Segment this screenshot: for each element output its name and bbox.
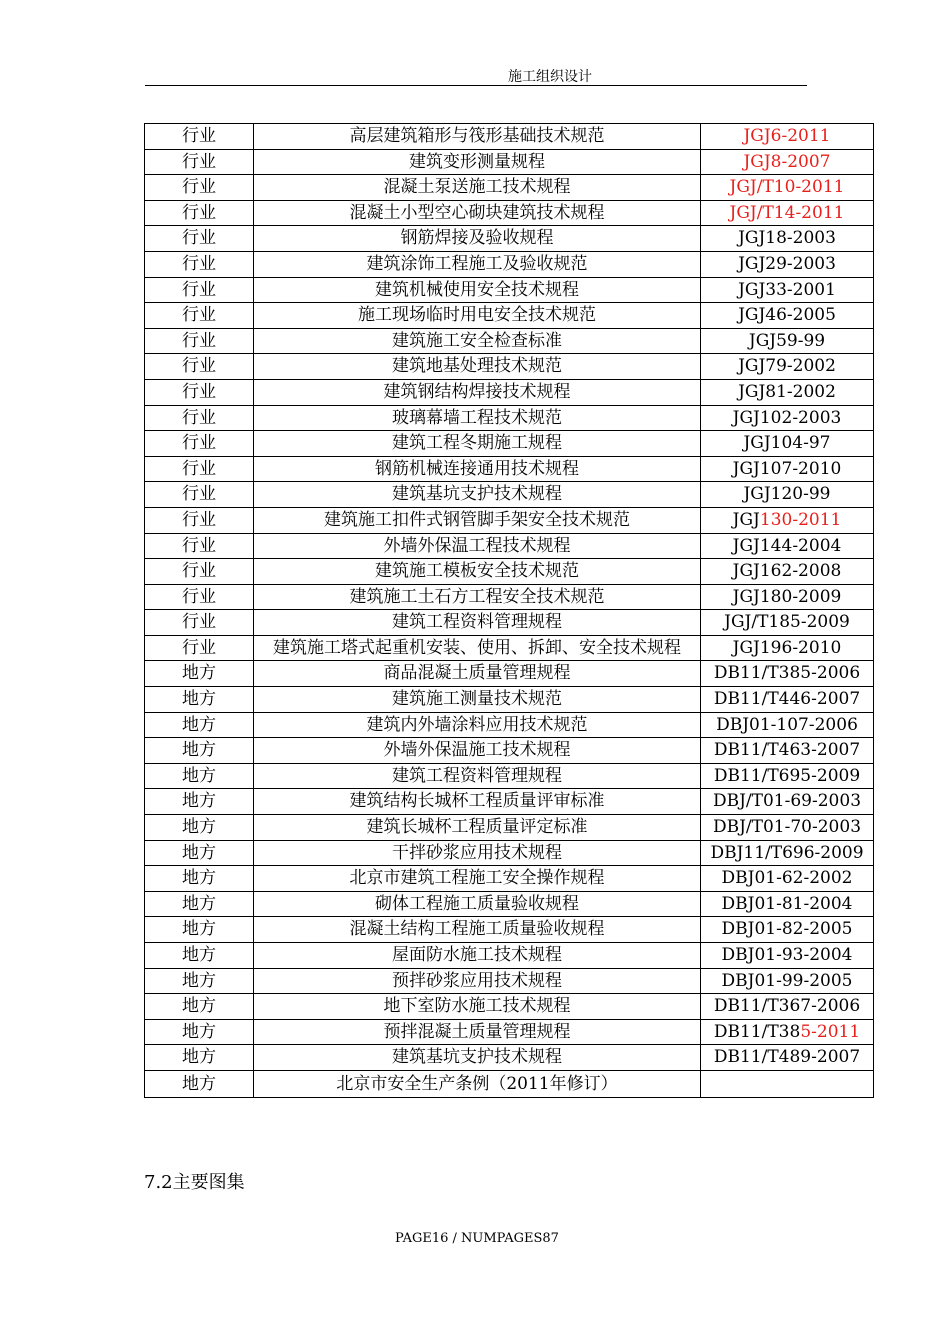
table-row [145, 200, 874, 226]
standard-level-cell: 行业 [145, 303, 254, 329]
standard-name-cell: 建筑变形测量规程 [254, 149, 701, 175]
section-heading: 7.2主要图集 [144, 1172, 245, 1193]
standard-code-text: JGJ81-2002 [738, 381, 836, 402]
standard-code-cell [701, 687, 874, 713]
standard-name-cell: 建筑基坑支护技术规程 [254, 1045, 701, 1071]
standard-code-cell [701, 200, 874, 226]
standard-code-text: JGJ59-99 [748, 330, 826, 351]
standard-level-cell: 行业 [145, 149, 254, 175]
standard-code-text: JGJ196-2010 [732, 637, 842, 658]
standard-level-cell: 行业 [145, 507, 254, 533]
table-row [145, 815, 874, 841]
standard-level-cell: 行业 [145, 559, 254, 585]
table-row [145, 1045, 874, 1071]
table-row [145, 635, 874, 661]
page-footer: PAGE16 / NUMPAGES87 [395, 1231, 559, 1246]
standard-name-cell: 高层建筑箱形与筏形基础技术规范 [254, 124, 701, 150]
standard-code-cell [701, 789, 874, 815]
standard-code-cell [701, 712, 874, 738]
standard-level-cell: 地方 [145, 763, 254, 789]
table-row [145, 533, 874, 559]
standards-table-body [145, 124, 874, 1098]
table-row [145, 712, 874, 738]
standard-code-text: JGJ104-97 [743, 433, 831, 454]
standard-name-cell: 混凝土小型空心砌块建筑技术规程 [254, 200, 701, 226]
table-row [145, 738, 874, 764]
table-row [145, 456, 874, 482]
standard-code-text: JGJ144-2004 [732, 535, 842, 556]
table-row [145, 763, 874, 789]
standard-code-text: DB11/T695-2009 [713, 765, 861, 786]
standard-name-cell: 干拌砂浆应用技术规程 [254, 840, 701, 866]
standard-code-cell [701, 124, 874, 150]
page-header-title: 施工组织设计 [508, 69, 592, 85]
standards-table [144, 123, 874, 1098]
table-row [145, 482, 874, 508]
standard-code-text: JGJ46-2005 [738, 305, 836, 326]
standard-level-cell: 行业 [145, 405, 254, 431]
standard-code-text: DBJ/T01-70-2003 [712, 817, 862, 838]
table-row [145, 226, 874, 252]
standard-code-text: DBJ01-62-2002 [721, 868, 853, 889]
standard-code-text: JGJ102-2003 [732, 407, 842, 428]
standard-name-cell: 施工现场临时用电安全技术规范 [254, 303, 701, 329]
table-row [145, 866, 874, 892]
standard-code-text: DB11/T489-2007 [713, 1047, 861, 1068]
table-row [145, 124, 874, 150]
standard-level-cell: 地方 [145, 1045, 254, 1071]
standard-code-cell [701, 328, 874, 354]
standard-code-cell [701, 943, 874, 969]
standard-code-highlight: JGJ/T14-2011 [729, 202, 845, 223]
standard-level-cell: 行业 [145, 277, 254, 303]
standard-level-cell: 行业 [145, 533, 254, 559]
standard-level-cell: 地方 [145, 789, 254, 815]
table-row [145, 149, 874, 175]
standard-level-cell: 地方 [145, 891, 254, 917]
standard-code-text: JGJ79-2002 [738, 356, 836, 377]
standard-code-cell [701, 584, 874, 610]
standard-level-cell: 行业 [145, 456, 254, 482]
table-row [145, 687, 874, 713]
standard-code-cell [701, 226, 874, 252]
standard-code-cell [701, 635, 874, 661]
standard-code-text: DB11/T463-2007 [713, 740, 861, 761]
table-row [145, 507, 874, 533]
standard-code-text: DBJ01-81-2004 [721, 893, 853, 914]
standard-level-cell: 行业 [145, 251, 254, 277]
standard-code-cell [701, 456, 874, 482]
standard-level-cell: 地方 [145, 1070, 254, 1097]
standard-code-cell [701, 303, 874, 329]
table-row [145, 968, 874, 994]
standard-code-cell [701, 379, 874, 405]
standard-code-cell [701, 354, 874, 380]
table-row [145, 840, 874, 866]
table-row [145, 431, 874, 457]
standard-code-highlight: JGJ6-2011 [743, 126, 831, 146]
standard-level-cell: 地方 [145, 917, 254, 943]
standard-code-cell [701, 431, 874, 457]
standard-level-cell: 行业 [145, 328, 254, 354]
standard-code-cell [701, 405, 874, 431]
table-row [145, 303, 874, 329]
standard-name-cell: 玻璃幕墙工程技术规范 [254, 405, 701, 431]
table-row [145, 943, 874, 969]
table-row [145, 661, 874, 687]
standard-code-highlight: 130-2011 [759, 509, 842, 530]
standard-name-cell: 混凝土泵送施工技术规程 [254, 175, 701, 201]
table-row [145, 789, 874, 815]
standard-code-text: JGJ29-2003 [738, 253, 836, 274]
table-row [145, 891, 874, 917]
standard-level-cell: 地方 [145, 943, 254, 969]
standard-code-text: JGJ120-99 [743, 484, 831, 505]
standard-level-cell: 地方 [145, 687, 254, 713]
standard-code-text: DBJ01-82-2005 [721, 919, 853, 940]
standard-name-cell: 屋面防水施工技术规程 [254, 943, 701, 969]
standard-code-text: DBJ01-93-2004 [721, 945, 853, 965]
standard-name-cell: 建筑钢结构焊接技术规程 [254, 379, 701, 405]
standard-code-cell [701, 891, 874, 917]
table-row [145, 251, 874, 277]
standard-name-cell: 预拌混凝土质量管理规程 [254, 1019, 701, 1045]
standard-level-cell: 行业 [145, 200, 254, 226]
standard-level-cell: 行业 [145, 379, 254, 405]
standard-name-cell: 地下室防水施工技术规程 [254, 994, 701, 1020]
standard-name-cell: 钢筋焊接及验收规程 [254, 226, 701, 252]
standard-name-cell: 混凝土结构工程施工质量验收规程 [254, 917, 701, 943]
table-row [145, 917, 874, 943]
standard-level-cell: 行业 [145, 635, 254, 661]
standard-code-cell [701, 840, 874, 866]
standard-code-highlight: JGJ/T10-2011 [729, 177, 845, 198]
table-row [145, 1019, 874, 1045]
table-row [145, 610, 874, 636]
standard-name-cell: 商品混凝土质量管理规程 [254, 661, 701, 687]
standard-level-cell: 行业 [145, 354, 254, 380]
header-rule [145, 85, 807, 86]
standard-code-text: DBJ01-107-2006 [716, 714, 858, 735]
standard-code-text: DBJ/T01-69-2003 [712, 791, 862, 812]
table-row [145, 559, 874, 585]
standard-code-highlight: JGJ8-2007 [743, 151, 831, 172]
standard-level-cell: 地方 [145, 994, 254, 1020]
standard-level-cell: 地方 [145, 840, 254, 866]
standard-code-cell [701, 507, 874, 533]
standard-name-cell: 建筑施工模板安全技术规范 [254, 559, 701, 585]
standard-name-cell: 建筑长城杯工程质量评定标准 [254, 815, 701, 841]
standard-code-cell [701, 1045, 874, 1071]
standard-name-cell: 建筑内外墙涂料应用技术规范 [254, 712, 701, 738]
standard-name-cell: 建筑工程冬期施工规程 [254, 431, 701, 457]
standard-name-cell: 建筑施工塔式起重机安装、使用、拆卸、安全技术规程 [254, 635, 701, 661]
table-row [145, 584, 874, 610]
standard-code-cell [701, 866, 874, 892]
standard-name-cell: 建筑工程资料管理规程 [254, 763, 701, 789]
standard-code-cell [701, 1019, 874, 1045]
standard-code-cell [701, 661, 874, 687]
standard-code-text: DB11/T385-2006 [713, 663, 861, 684]
standard-level-cell: 地方 [145, 968, 254, 994]
standard-code-cell [701, 610, 874, 636]
standard-code-text: JGJ180-2009 [732, 586, 842, 607]
standard-code-text: JGJ107-2010 [732, 458, 842, 479]
standard-name-cell: 预拌砂浆应用技术规程 [254, 968, 701, 994]
standard-name-cell: 外墙外保温工程技术规程 [254, 533, 701, 559]
standard-name-cell: 建筑机械使用安全技术规程 [254, 277, 701, 303]
standard-code-cell [701, 917, 874, 943]
standard-level-cell: 行业 [145, 124, 254, 150]
table-row [145, 277, 874, 303]
table-row [145, 1070, 874, 1097]
standard-name-cell: 北京市安全生产条例（2011年修订） [254, 1070, 701, 1097]
standard-code-text: DBJ11/T696-2009 [710, 842, 864, 863]
standard-name-cell: 建筑涂饰工程施工及验收规范 [254, 251, 701, 277]
standard-level-cell: 行业 [145, 226, 254, 252]
table-row [145, 175, 874, 201]
standard-code-text: DB11/T367-2006 [713, 996, 861, 1017]
standard-code-text: DB11/T38 [713, 1021, 801, 1042]
table-row [145, 405, 874, 431]
standard-level-cell: 地方 [145, 815, 254, 841]
standard-name-cell: 建筑基坑支护技术规程 [254, 482, 701, 508]
standard-code-cell [701, 968, 874, 994]
standard-code-text: JGJ33-2001 [738, 279, 836, 300]
standard-code-cell [701, 1070, 874, 1097]
standard-level-cell: 地方 [145, 661, 254, 687]
table-row [145, 379, 874, 405]
standard-name-cell: 建筑施工安全检查标准 [254, 328, 701, 354]
standard-name-cell: 钢筋机械连接通用技术规程 [254, 456, 701, 482]
table-row [145, 994, 874, 1020]
standard-name-cell: 建筑地基处理技术规范 [254, 354, 701, 380]
standard-code-text: JGJ/T185-2009 [724, 612, 850, 633]
standard-name-cell: 建筑结构长城杯工程质量评审标准 [254, 789, 701, 815]
standard-code-text: DB11/T446-2007 [713, 689, 861, 710]
standard-level-cell: 行业 [145, 584, 254, 610]
standard-level-cell: 行业 [145, 431, 254, 457]
standard-code-text: JGJ [732, 509, 760, 530]
standard-name-cell: 建筑工程资料管理规程 [254, 610, 701, 636]
standard-code-text: JGJ162-2008 [732, 561, 842, 582]
standard-code-cell [701, 763, 874, 789]
standard-code-highlight: 5-2011 [800, 1021, 861, 1042]
standard-name-cell: 建筑施工测量技术规范 [254, 687, 701, 713]
standard-level-cell: 地方 [145, 866, 254, 892]
standard-code-cell [701, 533, 874, 559]
standard-code-cell [701, 815, 874, 841]
standard-level-cell: 行业 [145, 482, 254, 508]
standard-level-cell: 地方 [145, 712, 254, 738]
standard-name-cell: 北京市建筑工程施工安全操作规程 [254, 866, 701, 892]
standard-code-text: DBJ01-99-2005 [721, 970, 853, 991]
table-row [145, 354, 874, 380]
standard-code-text: JGJ18-2003 [738, 228, 836, 249]
standard-code-cell [701, 175, 874, 201]
standard-code-cell [701, 559, 874, 585]
standard-code-cell [701, 738, 874, 764]
standard-name-cell: 建筑施工扣件式钢管脚手架安全技术规范 [254, 507, 701, 533]
standard-code-cell [701, 994, 874, 1020]
standard-code-cell [701, 149, 874, 175]
standard-level-cell: 地方 [145, 738, 254, 764]
standard-name-cell: 外墙外保温施工技术规程 [254, 738, 701, 764]
standard-code-cell [701, 251, 874, 277]
standard-level-cell: 行业 [145, 175, 254, 201]
standard-code-cell [701, 277, 874, 303]
standard-name-cell: 砌体工程施工质量验收规程 [254, 891, 701, 917]
standard-level-cell: 地方 [145, 1019, 254, 1045]
table-row [145, 328, 874, 354]
standard-code-cell [701, 482, 874, 508]
standard-name-cell: 建筑施工土石方工程安全技术规范 [254, 584, 701, 610]
standard-level-cell: 行业 [145, 610, 254, 636]
